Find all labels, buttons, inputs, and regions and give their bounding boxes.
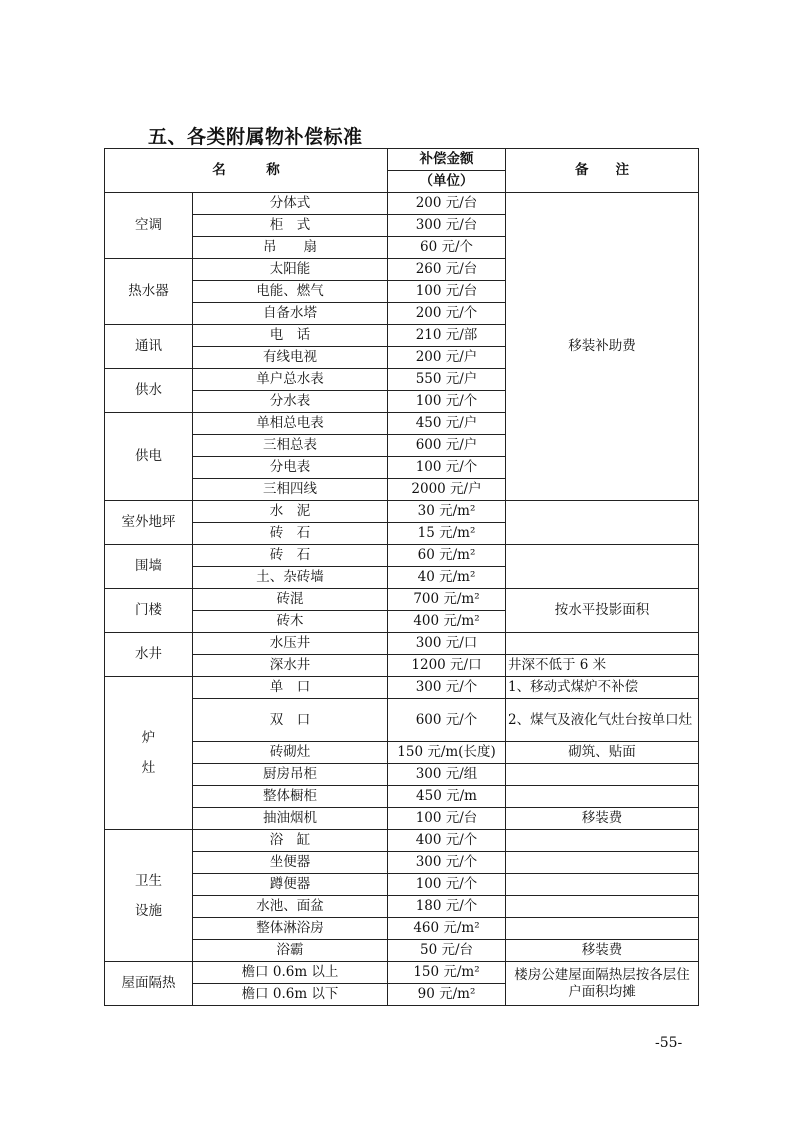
item-name: 柜 式 xyxy=(193,215,388,237)
note-cell xyxy=(506,830,699,852)
compensation-table xyxy=(104,148,699,1006)
note-cell: 移装费 xyxy=(506,940,699,962)
item-amount: 400 元/m² xyxy=(388,611,506,633)
item-name: 电 话 xyxy=(193,325,388,347)
item-amount: 300 元/口 xyxy=(388,633,506,655)
note-cell xyxy=(506,786,699,808)
item-amount: 60 元/m² xyxy=(388,545,506,567)
item-amount: 90 元/m² xyxy=(388,984,506,1006)
table-row xyxy=(105,874,699,896)
item-name: 单户总水表 xyxy=(193,369,388,391)
item-amount: 300 元/台 xyxy=(388,215,506,237)
table-row xyxy=(105,677,699,699)
note-cell xyxy=(506,874,699,896)
table-row xyxy=(105,193,699,215)
item-name: 自备水塔 xyxy=(193,303,388,325)
header-amount: 补偿金额 xyxy=(388,149,506,171)
item-name: 土、杂砖墙 xyxy=(193,567,388,589)
table-row xyxy=(105,786,699,808)
note-cell xyxy=(506,764,699,786)
item-name: 单相总电表 xyxy=(193,413,388,435)
note-cell: 楼房公建屋面隔热层按各层住户面积均摊 xyxy=(506,962,699,1006)
item-name: 电能、燃气 xyxy=(193,281,388,303)
item-name: 浴霸 xyxy=(193,940,388,962)
table-row xyxy=(105,962,699,984)
note-cell xyxy=(506,852,699,874)
item-name: 分电表 xyxy=(193,457,388,479)
item-name: 砖混 xyxy=(193,589,388,611)
note-cell: 砌筑、贴面 xyxy=(506,742,699,764)
category-cell: 空调 xyxy=(105,193,193,259)
item-name: 吊 扇 xyxy=(193,237,388,259)
item-amount: 300 元/个 xyxy=(388,852,506,874)
item-name: 檐口 0.6m 以下 xyxy=(193,984,388,1006)
item-amount: 100 元/台 xyxy=(388,808,506,830)
table-row xyxy=(105,501,699,523)
item-amount: 200 元/个 xyxy=(388,303,506,325)
table-row xyxy=(105,940,699,962)
item-name: 浴 缸 xyxy=(193,830,388,852)
item-name: 砖砌灶 xyxy=(193,742,388,764)
table-row xyxy=(105,896,699,918)
item-amount: 100 元/个 xyxy=(388,457,506,479)
item-amount: 60 元/个 xyxy=(388,237,506,259)
table-row xyxy=(105,655,699,677)
item-amount: 150 元/m² xyxy=(388,962,506,984)
category-cell: 屋面隔热 xyxy=(105,962,193,1006)
item-name: 单 口 xyxy=(193,677,388,699)
category-cell: 门楼 xyxy=(105,589,193,633)
table-row xyxy=(105,830,699,852)
item-amount: 450 元/户 xyxy=(388,413,506,435)
item-amount: 300 元/组 xyxy=(388,764,506,786)
header-unit: （单位） xyxy=(388,171,506,193)
item-name: 双 口 xyxy=(193,699,388,742)
table-row xyxy=(105,808,699,830)
note-cell xyxy=(506,633,699,655)
item-amount: 200 元/户 xyxy=(388,347,506,369)
item-amount: 180 元/个 xyxy=(388,896,506,918)
note-cell: 井深不低于 6 米 xyxy=(506,655,699,677)
note-cell xyxy=(506,896,699,918)
item-amount: 100 元/个 xyxy=(388,874,506,896)
note-cell: 1、移动式煤炉不补偿 xyxy=(506,677,699,699)
item-name: 厨房吊柜 xyxy=(193,764,388,786)
note-cell xyxy=(506,918,699,940)
table-row xyxy=(105,918,699,940)
table-row xyxy=(105,764,699,786)
item-amount: 260 元/台 xyxy=(388,259,506,281)
table-row xyxy=(105,545,699,567)
item-name: 砖 石 xyxy=(193,523,388,545)
category-cell: 供电 xyxy=(105,413,193,501)
category-cell: 室外地坪 xyxy=(105,501,193,545)
table-header-row xyxy=(105,149,699,171)
item-name: 砖木 xyxy=(193,611,388,633)
item-name: 三相四线 xyxy=(193,479,388,501)
item-amount: 30 元/m² xyxy=(388,501,506,523)
item-amount: 1200 元/口 xyxy=(388,655,506,677)
table-row xyxy=(105,852,699,874)
item-amount: 200 元/台 xyxy=(388,193,506,215)
category-cell: 围墙 xyxy=(105,545,193,589)
note-cell xyxy=(506,501,699,545)
note-cell: 2、煤气及液化气灶台按单口灶 xyxy=(506,699,699,742)
table-row xyxy=(105,589,699,611)
item-name: 三相总表 xyxy=(193,435,388,457)
item-amount: 100 元/个 xyxy=(388,391,506,413)
table-row xyxy=(105,633,699,655)
item-amount: 50 元/台 xyxy=(388,940,506,962)
table-row xyxy=(105,742,699,764)
item-amount: 400 元/个 xyxy=(388,830,506,852)
header-note: 备 注 xyxy=(506,149,699,193)
item-amount: 700 元/m² xyxy=(388,589,506,611)
note-cell: 按水平投影面积 xyxy=(506,589,699,633)
item-amount: 210 元/部 xyxy=(388,325,506,347)
category-cell: 通讯 xyxy=(105,325,193,369)
item-name: 抽油烟机 xyxy=(193,808,388,830)
item-name: 有线电视 xyxy=(193,347,388,369)
item-name: 太阳能 xyxy=(193,259,388,281)
item-amount: 460 元/m² xyxy=(388,918,506,940)
category-cell: 水井 xyxy=(105,633,193,677)
item-name: 水 泥 xyxy=(193,501,388,523)
category-cell: 供水 xyxy=(105,369,193,413)
item-name: 蹲便器 xyxy=(193,874,388,896)
item-amount: 2000 元/户 xyxy=(388,479,506,501)
item-name: 檐口 0.6m 以上 xyxy=(193,962,388,984)
category-cell: 热水器 xyxy=(105,259,193,325)
item-name: 分水表 xyxy=(193,391,388,413)
item-name: 整体橱柜 xyxy=(193,786,388,808)
item-name: 水池、面盆 xyxy=(193,896,388,918)
item-amount: 100 元/台 xyxy=(388,281,506,303)
item-amount: 150 元/m(长度) xyxy=(388,742,506,764)
item-amount: 40 元/m² xyxy=(388,567,506,589)
item-amount: 15 元/m² xyxy=(388,523,506,545)
item-name: 水压井 xyxy=(193,633,388,655)
table-row xyxy=(105,699,699,742)
category-cell: 炉 灶 xyxy=(105,677,193,830)
note-cell: 移装费 xyxy=(506,808,699,830)
item-name: 整体淋浴房 xyxy=(193,918,388,940)
header-name: 名 称 xyxy=(105,149,388,193)
note-cell: 移装补助费 xyxy=(506,193,699,501)
item-amount: 600 元/个 xyxy=(388,699,506,742)
page-title: 五、各类附属物补偿标准 xyxy=(148,126,363,148)
item-name: 坐便器 xyxy=(193,852,388,874)
item-name: 深水井 xyxy=(193,655,388,677)
item-name: 分体式 xyxy=(193,193,388,215)
item-amount: 550 元/户 xyxy=(388,369,506,391)
item-name: 砖 石 xyxy=(193,545,388,567)
item-amount: 300 元/个 xyxy=(388,677,506,699)
note-cell xyxy=(506,545,699,589)
page-number: -55- xyxy=(655,1035,683,1051)
item-amount: 450 元/m xyxy=(388,786,506,808)
item-amount: 600 元/户 xyxy=(388,435,506,457)
category-cell: 卫生设施 xyxy=(105,830,193,962)
